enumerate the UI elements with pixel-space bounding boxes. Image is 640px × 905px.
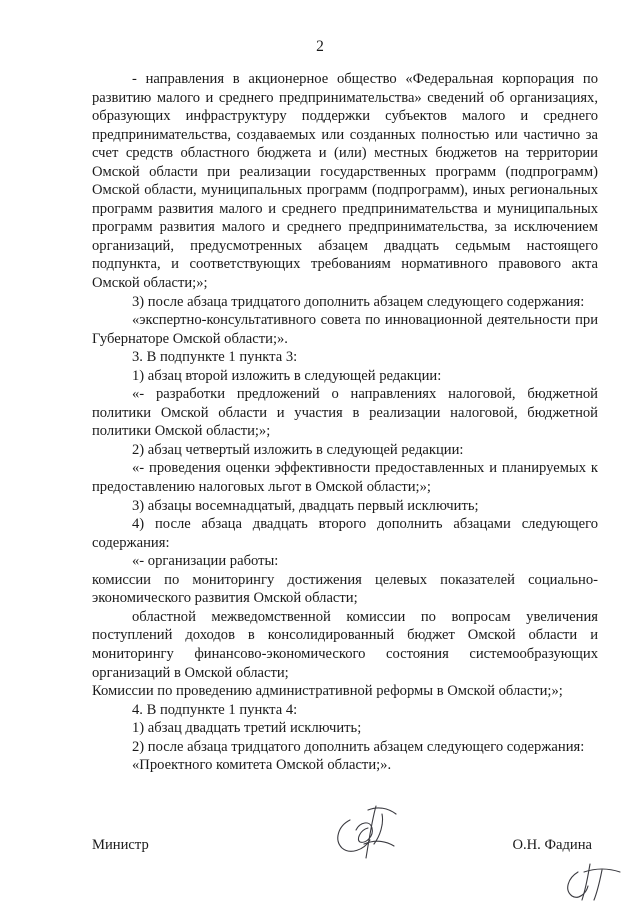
paragraph-1: - направления в акционерное общество «Федеральная корпорация по развитию малого и среднего предпринимательства» сведений об организациях, образующих инфраструктуру поддержки субъектов малого и среднего предпринимательства, создаваемых или созданных полностью или частично за счет средств областного бюджета и (или) местных бюджетов на территории Омской области при реализации государственных программ (подпрограмм) Омской области, муниципальных программ (подпрограмм), иных региональных программ развития малого и среднего предпринимательства и муниципальных программ развития малого и среднего предпринимательства, за исключением организаций, предусмотренных абзацем двадцать седьмым настоящего подпункта, и соответствующих требованиям нормативного правового акта Омской области;»; bbox=[92, 71, 598, 292]
paragraph-16: 1) абзац двадцать третий исключить; bbox=[132, 720, 362, 737]
signatory-position: Министр bbox=[92, 837, 149, 853]
paragraph-5: 1) абзац второй изложить в следующей редакции: bbox=[132, 367, 442, 384]
paragraph-18: «Проектного комитета Омской области;». bbox=[132, 757, 392, 774]
paragraph-11: «- организации работы: bbox=[132, 553, 279, 570]
paragraph-8: «- проведения оценки эффективности предоставленных и планируемых к предоставлению налоговых льгот в Омской области;»; bbox=[92, 460, 598, 496]
page-number: 2 bbox=[316, 38, 324, 55]
paragraph-12: комиссии по мониторингу достижения целевых показателей социально-экономического развития Омской области; bbox=[92, 571, 598, 607]
paragraph-4: 3. В подпункте 1 пункта 3: bbox=[132, 349, 298, 366]
paragraph-6: «- разработки предложений о направлениях налоговой, бюджетной политики Омской области и участия в реализации налоговой, бюджетной политики Омской области;»; bbox=[92, 386, 598, 440]
paragraph-7: 2) абзац четвертый изложить в следующей редакции: bbox=[132, 441, 464, 458]
paragraph-14: Комиссии по проведению административной реформы в Омской области;»; bbox=[92, 683, 563, 700]
paragraph-9: 3) абзацы восемнадцатый, двадцать первый исключить; bbox=[132, 497, 479, 514]
paragraph-13: областной межведомственной комиссии по вопросам увеличения поступлений доходов в консолидированный бюджет Омской области и мониторингу финансово-экономического состояния системообразующих организаций в Омской области; bbox=[92, 608, 598, 681]
initials-mark bbox=[560, 860, 624, 902]
paragraph-15: 4. В подпункте 1 пункта 4: bbox=[132, 701, 298, 718]
signatory-name: О.Н. Фадина bbox=[512, 837, 592, 853]
paragraph-17: 2) после абзаца тридцатого дополнить абзацем следующего содержания: bbox=[132, 738, 585, 755]
paragraph-10: 4) после абзаца двадцать второго дополнить абзацами следующего содержания: bbox=[92, 516, 598, 551]
document-body bbox=[92, 70, 598, 775]
paragraph-3: «экспертно-консультативного совета по инновационной деятельности при Губернаторе Омской области;». bbox=[92, 312, 598, 347]
paragraph-2: 3) после абзаца тридцатого дополнить абзацем следующего содержания: bbox=[132, 293, 585, 310]
handwritten-signature bbox=[326, 800, 410, 862]
